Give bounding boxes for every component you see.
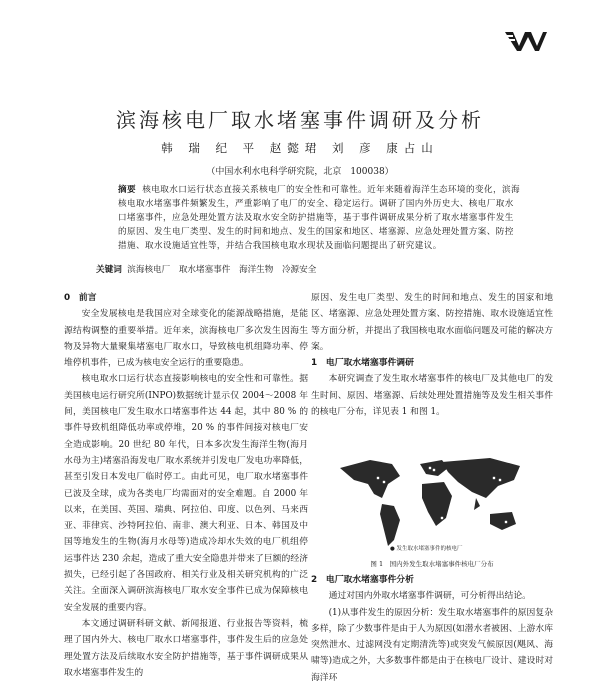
journal-logo-icon bbox=[505, 30, 547, 52]
keywords-text: 滨海核电厂 取水堵塞事件 海洋生物 冷源安全 bbox=[127, 265, 317, 275]
world-map-figure bbox=[330, 450, 538, 554]
abstract-label: 摘要 bbox=[118, 185, 136, 195]
section-heading-2: 2 电厂取水堵塞事件分析 bbox=[311, 575, 414, 585]
affiliation: （中国水利水电科学研究院，北京 100038） bbox=[206, 167, 394, 177]
right-column-lower bbox=[311, 572, 553, 686]
paragraph: 安全发展核电是我国应对全球变化的能源战略措施，是能源结构调整的重要举措。近年来，滨海核电厂多次发生因海生物及异物大量聚集堵塞电厂取水口，导致核电机组降功率、停堆停机事件，已成为核电安全运行的重要隐患。 bbox=[64, 309, 308, 369]
abstract bbox=[118, 183, 522, 253]
abstract-text: 核电取水口运行状态直接关系核电厂的安全性和可靠性。近年来随着海洋生态环境的变化，滨海核电取水堵塞事件频繁发生，严重影响了电厂的安全、稳定运行。调研了国内外历史大、核电厂取水口堵塞事件，应急处理处置方法及取水安全防护措施等，基于事件调研成果分析了取水堵塞事件发生的原因、发生电厂类型、发生的时间和地点、发生的国家和地区、堵塞源、应急处理处置方案、防控措施、取水设施适宜性等，并结合我国核电取水现状及面临问题提出了研究建议。 bbox=[118, 185, 521, 251]
paragraph: 通过对国内外取水堵塞事件调研，可分析得出结论。 bbox=[328, 591, 531, 602]
paper-title: 滨海核电厂取水堵塞事件调研及分析 bbox=[116, 108, 484, 132]
map-legend: ● 发生取水堵塞事件的核电厂 bbox=[390, 546, 463, 552]
paragraph: 本研究调查了发生取水堵塞事件的核电厂及其他电厂的发生时间、原因、堵塞源、后续处理处置措施等及发生相关事件的核电厂分布，详见表 1 和图 1。 bbox=[311, 374, 553, 418]
section-heading-1: 1 电厂取水堵塞事件调研 bbox=[311, 358, 414, 369]
paragraph: (1)从事件发生的原因分析：发生取水堵塞事件的原因复杂多样，除了少数事件是由于人为原因(如潜水者被困、上游水库突然泄水、过滤网没有定期清洗等)或突发气候原因(飓风、海啸等)造成之外，大多数事件都是由于在核电厂设计、建设时对海洋环 bbox=[311, 607, 553, 683]
figure-caption: 图 1 国内外发生取水堵塞事件核电厂分布 bbox=[370, 560, 494, 568]
left-column bbox=[64, 290, 308, 681]
paragraph: 核电取水口运行状态直接影响核电的安全性和可靠性。据美国核电运行研究所(INPO)数据统计显示仅 2004～2008 年间，美国核电厂发生取水口堵塞事件达 44 起，其中 80 % 的事件导致机组降低功率或停堆，20 % 的事件间接对核电厂安全造成影响。20 世纪 80 年代，日本多次发生海洋生物(海月水母为主)堵塞沿海发电厂取水系统并引发电厂发电功率降低，甚至引发日本发电厂临时停工。由此可见，电厂取水堵塞事件已波及全球，成为各类电厂均需面对的安全难题。自 2000 年以来，在美国、英国、瑞典、阿拉伯、印度、以色列、马来西亚、菲律宾、沙特阿拉伯、南非、澳大利亚、日本、韩国及中国等地发生的生物(海月水母等)造成冷却水失效的电厂机组停运事件达 230 余起，造成了重大安全隐患并带来了巨额的经济损失，已经引起了各国政府、相关行业及相关研究机构的广泛关注。全面深入调研滨海核电厂取水安全事件已成为保障核电安全发展的重要内容。 bbox=[64, 374, 308, 613]
keywords bbox=[96, 263, 516, 275]
keywords-label: 关键词 bbox=[96, 265, 122, 275]
right-column bbox=[311, 290, 553, 420]
section-heading-intro: 0 前言 bbox=[64, 293, 97, 303]
paragraph: 本文通过调研科研文献、新闻报道、行业报告等资料，梳理了国内外大、核电厂取水口堵塞事件，事件发生后的应急处理处置方法及后续取水安全防护措施等，基于事件调研成果从取水堵塞事件发生的 bbox=[64, 618, 308, 678]
paragraph: 原因、发生电厂类型、发生的时间和地点、发生的国家和地区、堵塞源、应急处理处置方案、防控措施、取水设施适宜性等方面分析，并提出了我国核电取水面临问题及可能的解决方案。 bbox=[311, 293, 553, 352]
continents bbox=[340, 458, 520, 546]
authors: 韩 瑞 纪 平 赵懿珺 刘 彦 康占山 bbox=[161, 141, 439, 155]
